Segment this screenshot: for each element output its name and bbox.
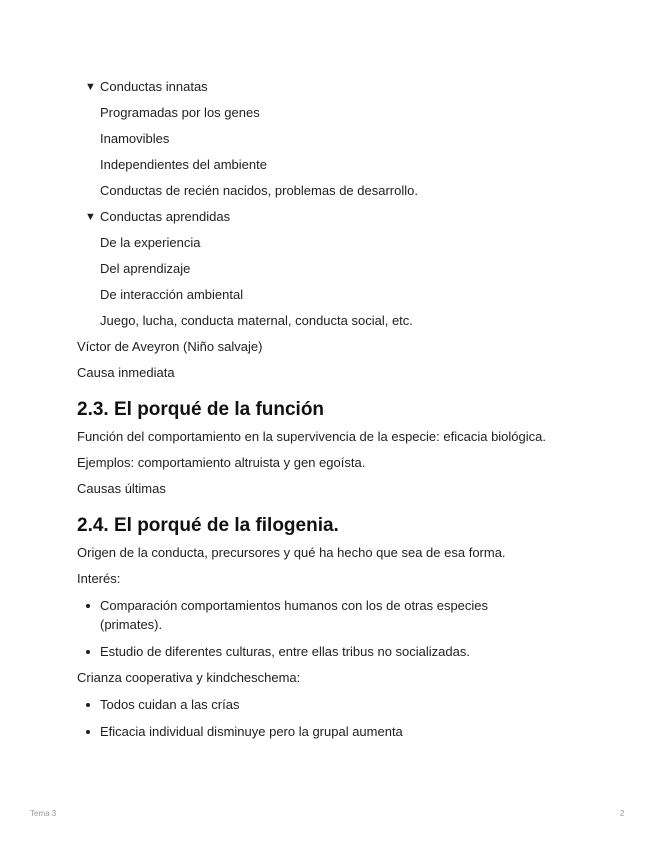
bullet-icon bbox=[86, 650, 90, 654]
document-body bbox=[77, 78, 617, 749]
list-item: Del aprendizaje bbox=[100, 261, 191, 276]
triangle-down-icon[interactable]: ▼ bbox=[85, 81, 96, 93]
heading-section-2-3: 2.3. El porqué de la función bbox=[77, 399, 325, 420]
bullet-icon bbox=[86, 604, 90, 608]
interes-label: Interés: bbox=[77, 571, 121, 586]
paragraph-causa-inmediata: Causa inmediata bbox=[77, 365, 175, 380]
bullet-icon bbox=[86, 730, 90, 734]
list-item: De interacción ambiental bbox=[100, 287, 244, 302]
triangle-down-icon[interactable]: ▼ bbox=[85, 211, 96, 223]
bullet-icon bbox=[86, 703, 90, 707]
interes-list bbox=[77, 596, 617, 661]
paragraph: Función del comportamiento en la supervivencia de la especie: eficacia biológica. bbox=[77, 429, 546, 444]
list-item: Programadas por los genes bbox=[100, 105, 260, 120]
crianza-label: Crianza cooperativa y kindcheschema: bbox=[77, 670, 301, 685]
bullet-text: Estudio de diferentes culturas, entre ellas tribus no socializadas. bbox=[100, 644, 470, 659]
paragraph: Origen de la conducta, precursores y qué ha hecho que sea de esa forma. bbox=[77, 545, 506, 560]
list-item: Juego, lucha, conducta maternal, conducta social, etc. bbox=[100, 313, 413, 328]
bullet-item bbox=[77, 642, 540, 661]
paragraph: Ejemplos: comportamiento altruista y gen egoísta. bbox=[77, 455, 366, 470]
bullet-item bbox=[77, 695, 540, 714]
toggle-conductas-aprendidas[interactable] bbox=[85, 208, 617, 226]
paragraph-victor: Víctor de Aveyron (Niño salvaje) bbox=[77, 339, 263, 354]
toggle-title: Conductas innatas bbox=[100, 79, 208, 94]
footer-page-number: 2 bbox=[620, 809, 625, 818]
list-item: Conductas de recién nacidos, problemas de desarrollo. bbox=[100, 183, 418, 198]
crianza-list bbox=[77, 695, 617, 741]
bullet-item bbox=[77, 596, 540, 634]
footer-document-title: Tema 3 bbox=[30, 809, 57, 818]
bullet-text: Todos cuidan a las crías bbox=[100, 697, 240, 712]
list-item: De la experiencia bbox=[100, 235, 201, 250]
toggle-conductas-innatas[interactable] bbox=[85, 78, 617, 96]
list-item: Inamovibles bbox=[100, 131, 170, 146]
list-item: Independientes del ambiente bbox=[100, 157, 267, 172]
paragraph: Causas últimas bbox=[77, 481, 166, 496]
bullet-text: Comparación comportamientos humanos con los de otras especies (primates). bbox=[100, 598, 489, 632]
bullet-text: Eficacia individual disminuye pero la grupal aumenta bbox=[100, 724, 403, 739]
toggle-title: Conductas aprendidas bbox=[100, 209, 231, 224]
bullet-item bbox=[77, 722, 540, 741]
heading-section-2-4: 2.4. El porqué de la filogenia. bbox=[77, 515, 339, 536]
